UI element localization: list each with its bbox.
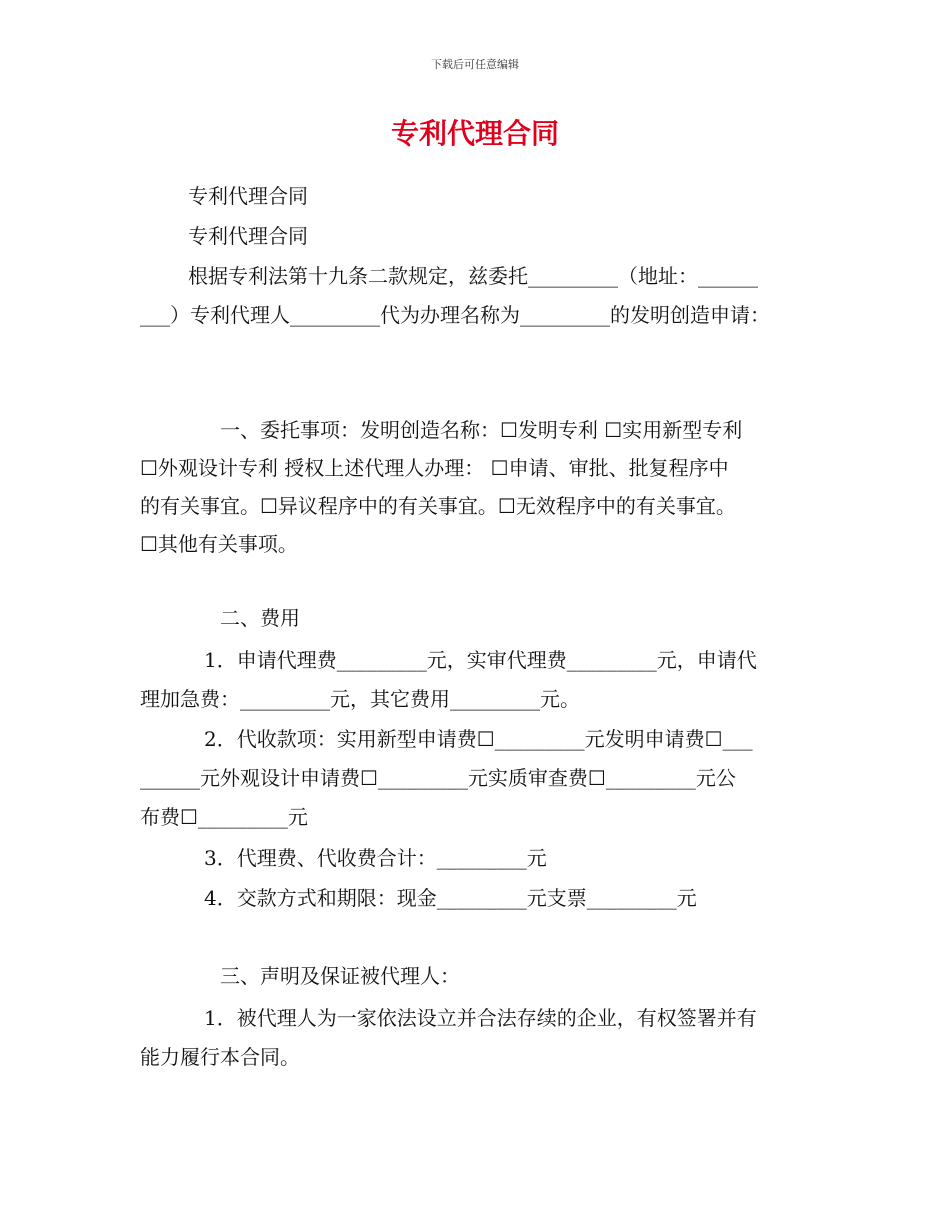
document-title: 专利代理合同 xyxy=(390,117,559,150)
fee-item-2-line-2: ______元外观设计申请费☐_________元实质审查费☐_________元公 xyxy=(140,766,736,790)
fee-item-1-line-1: 1．申请代理费_________元，实审代理费_________元，申请代 xyxy=(204,648,757,672)
section2-heading: 二、费用 xyxy=(220,606,300,630)
subtitle-line-2: 专利代理合同 xyxy=(188,224,308,248)
intro-line-1: 根据专利法第十九条二款规定，兹委托_________（地址：______ xyxy=(188,264,758,288)
header-note: 下载后可任意编辑 xyxy=(431,58,519,71)
section1-line-4: ☐其他有关事项。 xyxy=(140,532,298,556)
fee-item-2-line-1: 2．代收款项：实用新型申请费☐_________元发明申请费☐___ xyxy=(204,727,753,751)
fee-item-2-line-3: 布费☐_________元 xyxy=(140,805,308,829)
intro-line-2: ___）专利代理人_________代为办理名称为_________的发明创造申请： xyxy=(140,303,770,327)
statement-1-line-1: 1．被代理人为一家依法设立并合法存续的企业，有权签署并有 xyxy=(204,1006,757,1030)
fee-item-4: 4．交款方式和期限：现金_________元支票_________元 xyxy=(204,886,697,910)
fee-item-1-line-2: 理加急费：_________元，其它费用_________元。 xyxy=(140,687,580,711)
section1-line-1: 一、委托事项：发明创造名称：☐发明专利 ☐实用新型专利 xyxy=(220,418,743,442)
section3-heading: 三、声明及保证被代理人： xyxy=(220,964,460,988)
subtitle-line-1: 专利代理合同 xyxy=(188,184,308,208)
section1-line-2: ☐外观设计专利 授权上述代理人办理： ☐申请、审批、批复程序中 xyxy=(140,456,729,480)
section1-line-3: 的有关事宜。☐异议程序中的有关事宜。☐无效程序中的有关事宜。 xyxy=(140,494,736,518)
statement-1-line-2: 能力履行本合同。 xyxy=(140,1045,300,1069)
fee-item-3: 3．代理费、代收费合计：_________元 xyxy=(204,846,547,870)
